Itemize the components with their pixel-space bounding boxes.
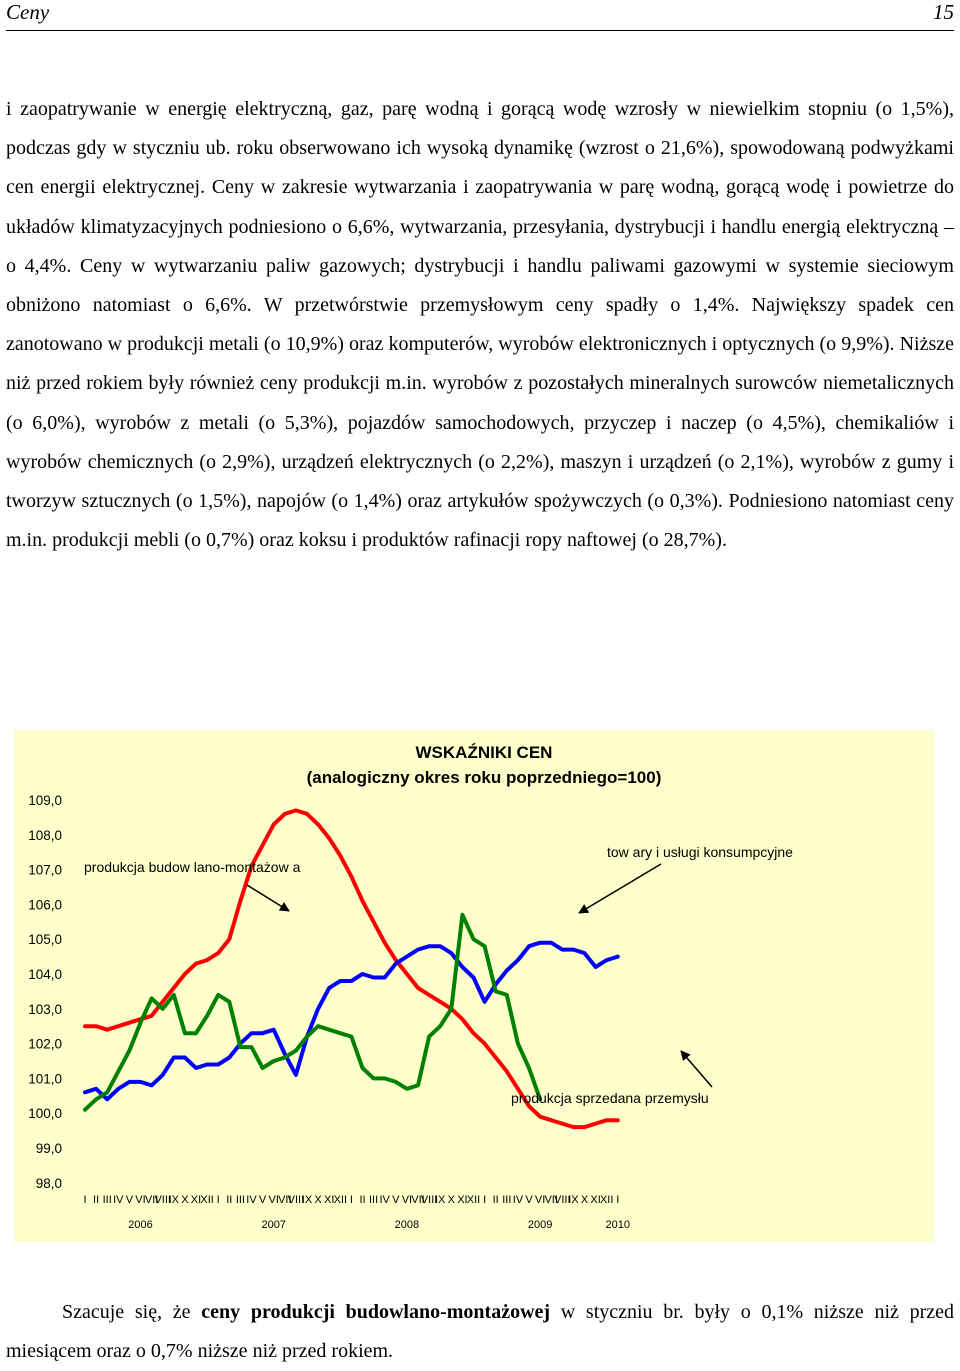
page-header xyxy=(6,0,954,31)
x-tick-label: IX xyxy=(301,1194,313,1206)
year-label: 2008 xyxy=(394,1219,420,1231)
y-tick-label: 107,0 xyxy=(28,862,62,878)
x-tick-label: VII xyxy=(411,1194,425,1206)
x-tick-label: IV xyxy=(246,1194,257,1206)
chart-title: WSKAŹNIKI CEN xyxy=(415,743,553,762)
x-tick-label: X xyxy=(580,1194,589,1206)
price-index-chart xyxy=(14,730,934,1242)
footer-paragraph xyxy=(6,1293,954,1371)
x-tick-label: XII xyxy=(599,1194,614,1206)
footer-text-start: Szacuje się, że xyxy=(62,1301,202,1323)
y-tick-label: 104,0 xyxy=(28,967,62,982)
x-tick-label: V xyxy=(392,1194,400,1206)
annotation-consumer-prices: tow ary i usługi konsumpcyjne xyxy=(607,844,793,860)
year-label: 2007 xyxy=(261,1219,286,1231)
x-tick-label: VIII xyxy=(554,1194,571,1206)
x-axis-ticks xyxy=(83,1194,619,1206)
x-tick-label: XII xyxy=(200,1194,214,1206)
y-tick-label: 99,0 xyxy=(35,1141,62,1156)
year-labels xyxy=(128,1219,630,1231)
footer-text-emphasis: ceny produkcji budowlano-montażowej xyxy=(201,1301,551,1323)
year-label: 2006 xyxy=(128,1219,153,1231)
x-tick-label: II xyxy=(492,1194,499,1206)
y-tick-label: 102,0 xyxy=(28,1036,62,1052)
x-tick-label: VIII xyxy=(154,1194,171,1206)
x-tick-label: II xyxy=(226,1194,233,1206)
x-tick-label: VII xyxy=(544,1194,558,1206)
y-axis-ticks xyxy=(28,793,62,1191)
x-tick-label: VI xyxy=(268,1194,279,1206)
series-lines xyxy=(85,810,618,1127)
annotation-arrows xyxy=(247,864,712,1087)
x-tick-label: VI xyxy=(534,1194,546,1206)
x-tick-label: V xyxy=(258,1194,267,1206)
year-label: 2009 xyxy=(527,1219,553,1231)
x-tick-label: V xyxy=(525,1194,533,1206)
annotation-arrow xyxy=(681,1051,712,1087)
x-tick-label: I xyxy=(616,1194,620,1206)
x-tick-label: I xyxy=(216,1194,220,1206)
x-tick-label: VII xyxy=(278,1194,292,1206)
x-tick-label: VIII xyxy=(287,1194,305,1206)
x-tick-label: II xyxy=(359,1194,366,1206)
x-tick-label: I xyxy=(349,1194,353,1206)
x-tick-label: V xyxy=(125,1194,134,1206)
year-label: 2010 xyxy=(605,1219,631,1231)
x-tick-label: I xyxy=(83,1194,87,1206)
y-tick-label: 103,0 xyxy=(28,1001,62,1017)
chart-svg xyxy=(14,730,934,1242)
x-tick-label: I xyxy=(483,1194,487,1206)
annotation-construction: produkcja budow lano-montażow a xyxy=(84,859,301,875)
y-tick-label: 101,0 xyxy=(28,1071,62,1087)
series-line-1 xyxy=(85,943,618,1100)
x-tick-label: XII xyxy=(333,1194,348,1206)
x-tick-label: IX xyxy=(568,1194,579,1206)
x-tick-label: X xyxy=(181,1194,189,1206)
x-tick-label: IV xyxy=(512,1194,524,1206)
x-tick-label: III xyxy=(369,1194,379,1206)
y-tick-label: 106,0 xyxy=(28,897,62,913)
annotation-arrow xyxy=(247,885,289,911)
series-line-0 xyxy=(85,810,618,1127)
x-tick-label: X xyxy=(447,1194,455,1206)
x-tick-label: XI xyxy=(323,1194,335,1206)
x-tick-label: XI xyxy=(457,1194,468,1206)
x-tick-label: IX xyxy=(434,1194,446,1206)
header-section-title: Ceny xyxy=(6,0,50,24)
y-tick-label: 98,0 xyxy=(35,1175,62,1191)
x-tick-label: VIII xyxy=(420,1194,438,1206)
x-tick-label: III xyxy=(235,1194,245,1206)
x-tick-label: VI xyxy=(401,1194,413,1206)
page-number: 15 xyxy=(933,0,954,24)
x-tick-label: IV xyxy=(113,1194,124,1206)
x-tick-label: III xyxy=(102,1194,112,1206)
y-tick-label: 108,0 xyxy=(28,827,62,843)
x-tick-label: X xyxy=(314,1194,322,1206)
chart-subtitle: (analogiczny okres roku poprzedniego=100) xyxy=(306,768,662,787)
x-tick-label: VII xyxy=(144,1194,159,1206)
body-paragraph: i zaopatrywanie w energię elektryczną, gaz, parę wodną i gorącą wodę wzrosły w niewielkim stopniu (o 1,5%), podczas gdy w styczniu ub. roku obserwowano ich wysoką dynamikę (wzrost o 21,6%), spowodowaną podwyżkami cen energii elektrycznej. Ceny w zakresie wytwarzania i zaopatrywania w parę wodną, gorącą wodę i powietrze do układów klimatyzacyjnych podniesiono o 6,6%, wytwarzania, przesyłania, dystrybucji i handlu energią elektryczną – o 4,4%. Ceny w wytwarzaniu paliw gazowych; dystrybucji i handlu paliwami gazowymi w systemie sieciowym obniżono natomiast o 6,6%. W przetwórstwie przemysłowym ceny spadły o 1,4%. Największy spadek cen zanotowano w produkcji metali (o 10,9%) oraz komputerów, wyrobów elektronicznych i optycznych (o 9,9%). Niższe niż przed rokiem były również ceny produkcji m.in. wyrobów z pozostałych mineralnych surowców niemetalicznych (o 6,0%), wyrobów z metali (o 5,3%), pojazdów samochodowych, przyczep i naczep (o 4,5%), chemikaliów i wyrobów chemicznych (o 2,9%), urządzeń elektrycznych (o 2,2%), maszyn i urządzeń (o 2,1%), wyrobów z gumy i tworzyw sztucznych (o 1,5%), napojów (o 1,4%) oraz artykułów spożywczych (o 0,3%). Podniesiono natomiast ceny m.in. produkcji mebli (o 0,7%) oraz koksu i produktów rafinacji ropy naftowej (o 28,7%). xyxy=(6,98,954,552)
y-tick-label: 105,0 xyxy=(28,932,62,948)
annotation-industrial-production: produkcja sprzedana przemysłu xyxy=(511,1090,709,1106)
footer-text-end: w styczniu br. były o 0,1% niższe niż przed miesiącem oraz o 0,7% niższe niż przed rokiem. xyxy=(6,1301,955,1362)
x-tick-label: XI xyxy=(190,1194,202,1206)
x-tick-label: VI xyxy=(135,1194,146,1206)
y-tick-label: 109,0 xyxy=(28,793,62,808)
y-tick-label: 100,0 xyxy=(28,1106,62,1122)
x-tick-label: IV xyxy=(379,1194,390,1206)
x-tick-label: III xyxy=(502,1194,512,1206)
x-tick-label: XI xyxy=(590,1194,601,1206)
annotation-arrow xyxy=(579,864,661,913)
x-tick-label: IX xyxy=(168,1194,180,1206)
x-tick-label: XII xyxy=(466,1194,481,1206)
x-tick-label: II xyxy=(93,1194,100,1206)
